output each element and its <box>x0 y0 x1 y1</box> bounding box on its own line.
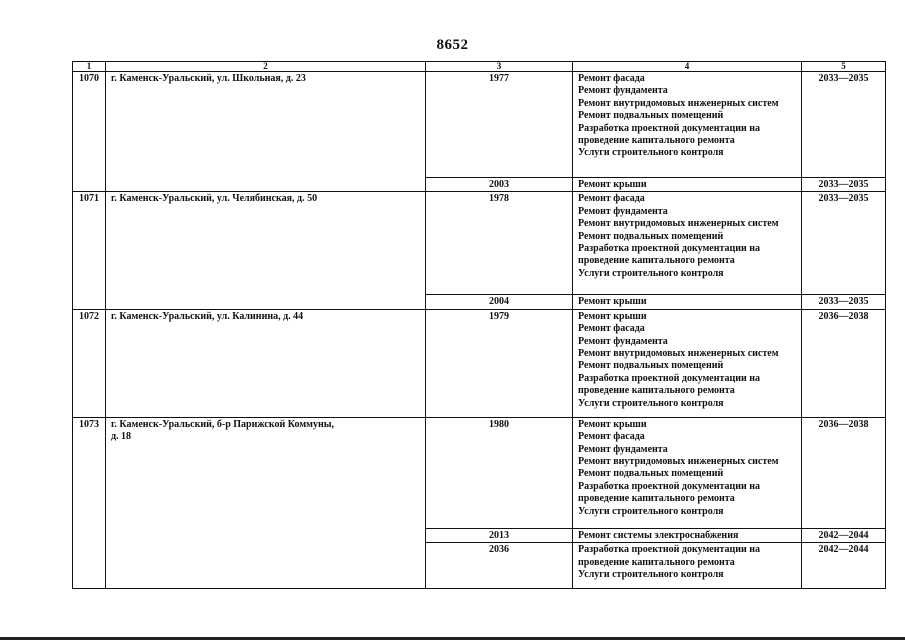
work-item: Ремонт внутридомовых инженерных систем <box>578 97 779 109</box>
address-cell <box>106 192 426 309</box>
work-item: Ремонт системы электроснабжения <box>578 529 739 541</box>
work-item: Ремонт крыши <box>578 418 647 430</box>
work-item: Услуги строительного контроля <box>578 569 724 581</box>
header-row <box>73 62 886 72</box>
works-cell <box>573 192 802 295</box>
period-cell: 2042—2044 <box>802 543 886 589</box>
table-body <box>73 72 886 589</box>
works-cell <box>573 178 802 192</box>
works-cell <box>573 309 802 417</box>
address-line: г. Каменск-Уральский, ул. Школьная, д. 23 <box>111 73 306 84</box>
work-item: проведение капитального ремонта <box>578 385 735 397</box>
year-cell: 2013 <box>426 528 573 542</box>
year-cell: 1977 <box>426 72 573 178</box>
work-item: Услуги строительного контроля <box>578 397 724 409</box>
year-cell: 2036 <box>426 543 573 589</box>
work-item: Ремонт фундамента <box>578 205 668 217</box>
address-cell <box>106 309 426 417</box>
page-number: 8652 <box>436 37 469 53</box>
works-cell <box>573 543 802 589</box>
address-cell <box>106 72 426 192</box>
table-row <box>73 72 886 178</box>
work-item: проведение капитального ремонта <box>578 556 735 568</box>
work-item: Ремонт фасада <box>578 193 645 205</box>
table-row <box>73 192 886 295</box>
work-item: Ремонт подвальных помещений <box>578 230 724 242</box>
work-item: Разработка проектной документации на <box>578 122 761 134</box>
work-item: Ремонт внутридомовых инженерных систем <box>578 348 779 360</box>
period-cell: 2033—2035 <box>802 72 886 178</box>
year-cell: 2004 <box>426 295 573 309</box>
column-header-3: 3 <box>426 62 573 72</box>
period-cell: 2042—2044 <box>802 528 886 542</box>
works-cell <box>573 295 802 309</box>
work-item: Услуги строительного контроля <box>578 267 724 279</box>
column-header-4: 4 <box>573 62 802 72</box>
work-item: проведение капитального ремонта <box>578 493 735 505</box>
address-line: г. Каменск-Уральский, ул. Калинина, д. 44 <box>111 310 304 322</box>
work-item: Разработка проектной документации на <box>578 372 761 384</box>
work-item: Услуги строительного контроля <box>578 505 724 517</box>
year-cell: 1979 <box>426 309 573 417</box>
address-line: г. Каменск-Уральский, ул. Челябинская, д. 50 <box>111 193 318 205</box>
period-cell: 2033—2035 <box>802 178 886 192</box>
row-number-cell: 1073 <box>73 417 106 588</box>
work-item: Ремонт фасада <box>578 431 645 443</box>
work-item: проведение капитального ремонта <box>578 255 735 267</box>
work-item: Ремонт внутридомовых инженерных систем <box>578 456 779 468</box>
row-number-cell: 1070 <box>73 72 106 192</box>
works-cell <box>573 528 802 542</box>
work-item: Ремонт фасада <box>578 73 645 84</box>
table-row <box>73 417 886 528</box>
works-cell <box>573 72 802 178</box>
work-item: Ремонт подвальных помещений <box>578 360 724 372</box>
work-item: Ремонт фасада <box>578 323 645 335</box>
work-item: Ремонт внутридомовых инженерных систем <box>578 218 779 230</box>
row-number-cell: 1071 <box>73 192 106 309</box>
work-item: проведение капитального ремонта <box>578 135 735 147</box>
year-cell: 1978 <box>426 192 573 295</box>
work-item: Ремонт крыши <box>578 296 647 308</box>
period-cell: 2036—2038 <box>802 417 886 528</box>
work-item: Ремонт фундамента <box>578 85 668 97</box>
work-item: Ремонт подвальных помещений <box>578 110 724 122</box>
column-header-2: 2 <box>106 62 426 72</box>
works-cell <box>573 417 802 528</box>
work-item: Ремонт крыши <box>578 310 647 322</box>
work-item: Ремонт подвальных помещений <box>578 468 724 480</box>
address-cell <box>106 417 426 588</box>
row-number-cell: 1072 <box>73 309 106 417</box>
period-cell: 2033—2035 <box>802 192 886 295</box>
work-item: Разработка проектной документации на <box>578 544 761 556</box>
work-item: Разработка проектной документации на <box>578 480 761 492</box>
work-item: Ремонт фундамента <box>578 335 668 347</box>
year-cell: 1980 <box>426 417 573 528</box>
column-header-1: 1 <box>73 62 106 72</box>
capital-repair-table <box>72 61 886 589</box>
column-header-5: 5 <box>802 62 886 72</box>
table-row <box>73 309 886 417</box>
work-item: Ремонт фундамента <box>578 443 668 455</box>
work-item: Разработка проектной документации на <box>578 243 761 255</box>
year-cell: 2003 <box>426 178 573 192</box>
address-line: г. Каменск-Уральский, б-р Парижской Коммуны, <box>111 418 335 430</box>
work-item: Услуги строительного контроля <box>578 147 724 159</box>
period-cell: 2036—2038 <box>802 309 886 417</box>
address-line: д. 18 <box>111 431 132 443</box>
period-cell: 2033—2035 <box>802 295 886 309</box>
work-item: Ремонт крыши <box>578 179 647 190</box>
